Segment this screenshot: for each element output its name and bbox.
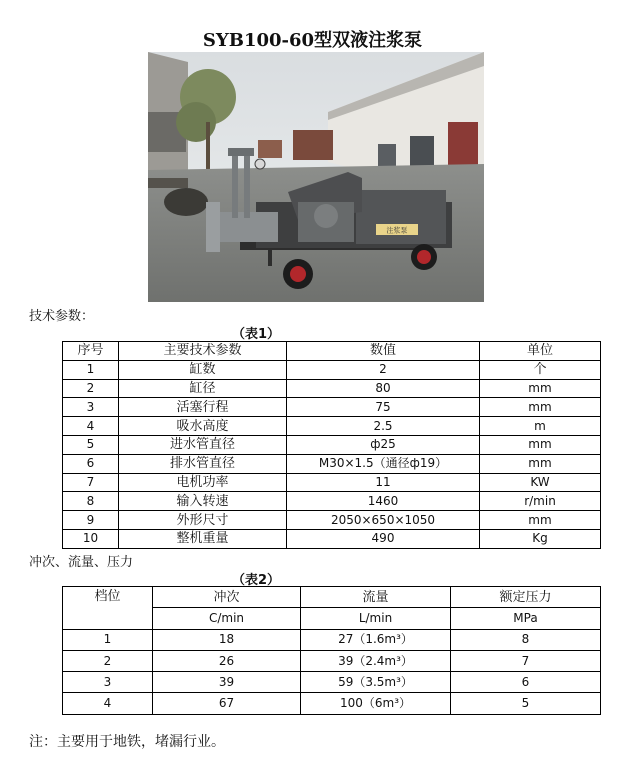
table-cell: 活塞行程 [119, 398, 287, 417]
table-cell: 2050×650×1050 [287, 511, 480, 530]
table-cell: 8 [63, 492, 119, 511]
table-cell: 4 [63, 417, 119, 436]
table-cell: mm [480, 379, 601, 398]
table-cell: 6 [63, 454, 119, 473]
table-cell: Kg [480, 529, 601, 548]
table-cell: 7 [63, 473, 119, 492]
table-row [63, 454, 601, 473]
unit-cell: C/min [153, 608, 301, 629]
table-row [63, 379, 601, 398]
table-row [63, 672, 601, 693]
table-cell: 进水管直径 [119, 435, 287, 454]
column-header: 序号 [63, 342, 119, 361]
table-cell: mm [480, 454, 601, 473]
product-photo [148, 52, 484, 302]
column-header: 流量 [301, 587, 451, 608]
table-cell: 2 [287, 360, 480, 379]
table-row [63, 629, 601, 650]
tech-params-label: 技术参数： [29, 309, 95, 324]
table-cell: 2.5 [287, 417, 480, 436]
table-row [63, 473, 601, 492]
table-cell: 11 [287, 473, 480, 492]
table-cell: 缸数 [119, 360, 287, 379]
section2-label: 冲次、流量、压力 [29, 555, 134, 570]
table-cell: 5 [451, 693, 601, 714]
table-cell: 80 [287, 379, 480, 398]
table-row [63, 417, 601, 436]
table-row [63, 398, 601, 417]
unit-cell: L/min [301, 608, 451, 629]
table-row [63, 693, 601, 714]
table-cell: r/min [480, 492, 601, 511]
table-cell: 39（2.4m³） [301, 650, 451, 671]
table-header-row [63, 342, 601, 361]
table-cell: 490 [287, 529, 480, 548]
table-row [63, 360, 601, 379]
table-cell: 75 [287, 398, 480, 417]
column-header: 单位 [480, 342, 601, 361]
table-cell: 18 [153, 629, 301, 650]
table-cell: 26 [153, 650, 301, 671]
table-cell: 输入转速 [119, 492, 287, 511]
column-header: 档位 [63, 587, 153, 630]
table-cell: 1 [63, 360, 119, 379]
table-cell: 59（3.5m³） [301, 672, 451, 693]
table-cell: m [480, 417, 601, 436]
flow-pressure-table [62, 586, 601, 715]
table-cell: 排水管直径 [119, 454, 287, 473]
table-cell: 100（6m³） [301, 693, 451, 714]
table-cell: 缸径 [119, 379, 287, 398]
table-cell: 电机功率 [119, 473, 287, 492]
table-cell: 39 [153, 672, 301, 693]
table-header-row [63, 587, 601, 608]
column-header: 主要技术参数 [119, 342, 287, 361]
table-row [63, 650, 601, 671]
table-cell: 整机重量 [119, 529, 287, 548]
tech-params-table [62, 341, 601, 549]
table-row [63, 529, 601, 548]
table-row [63, 492, 601, 511]
table-row [63, 511, 601, 530]
table-cell: 9 [63, 511, 119, 530]
table-cell: 5 [63, 435, 119, 454]
table-cell: mm [480, 511, 601, 530]
table-cell: 27（1.6m³） [301, 629, 451, 650]
table-cell: 4 [63, 693, 153, 714]
column-header: 数值 [287, 342, 480, 361]
usage-note: 注：主要用于地铁，堵漏行业。 [29, 734, 225, 750]
table1-caption: （表1） [231, 327, 281, 342]
table-cell: 7 [451, 650, 601, 671]
column-header: 额定压力 [451, 587, 601, 608]
table-cell: 3 [63, 672, 153, 693]
table-cell: 个 [480, 360, 601, 379]
unit-cell: MPa [451, 608, 601, 629]
table-cell: 2 [63, 650, 153, 671]
table-cell: 67 [153, 693, 301, 714]
table-cell: 8 [451, 629, 601, 650]
table2-caption: （表2） [231, 573, 281, 588]
table-cell: 3 [63, 398, 119, 417]
table-cell: M30×1.5（通径ф19） [287, 454, 480, 473]
table-cell: ф25 [287, 435, 480, 454]
table-cell: 1460 [287, 492, 480, 511]
table-cell: KW [480, 473, 601, 492]
table-cell: mm [480, 435, 601, 454]
table-cell: 吸水高度 [119, 417, 287, 436]
table-cell: 6 [451, 672, 601, 693]
table-cell: 外形尺寸 [119, 511, 287, 530]
table-row [63, 435, 601, 454]
table-cell: 10 [63, 529, 119, 548]
nameplate-text: 注浆泵 [386, 226, 408, 235]
column-header: 冲次 [153, 587, 301, 608]
table-cell: 2 [63, 379, 119, 398]
table-cell: mm [480, 398, 601, 417]
page-title: SYB100-60型双液注浆泵 [202, 30, 423, 51]
table-cell: 1 [63, 629, 153, 650]
